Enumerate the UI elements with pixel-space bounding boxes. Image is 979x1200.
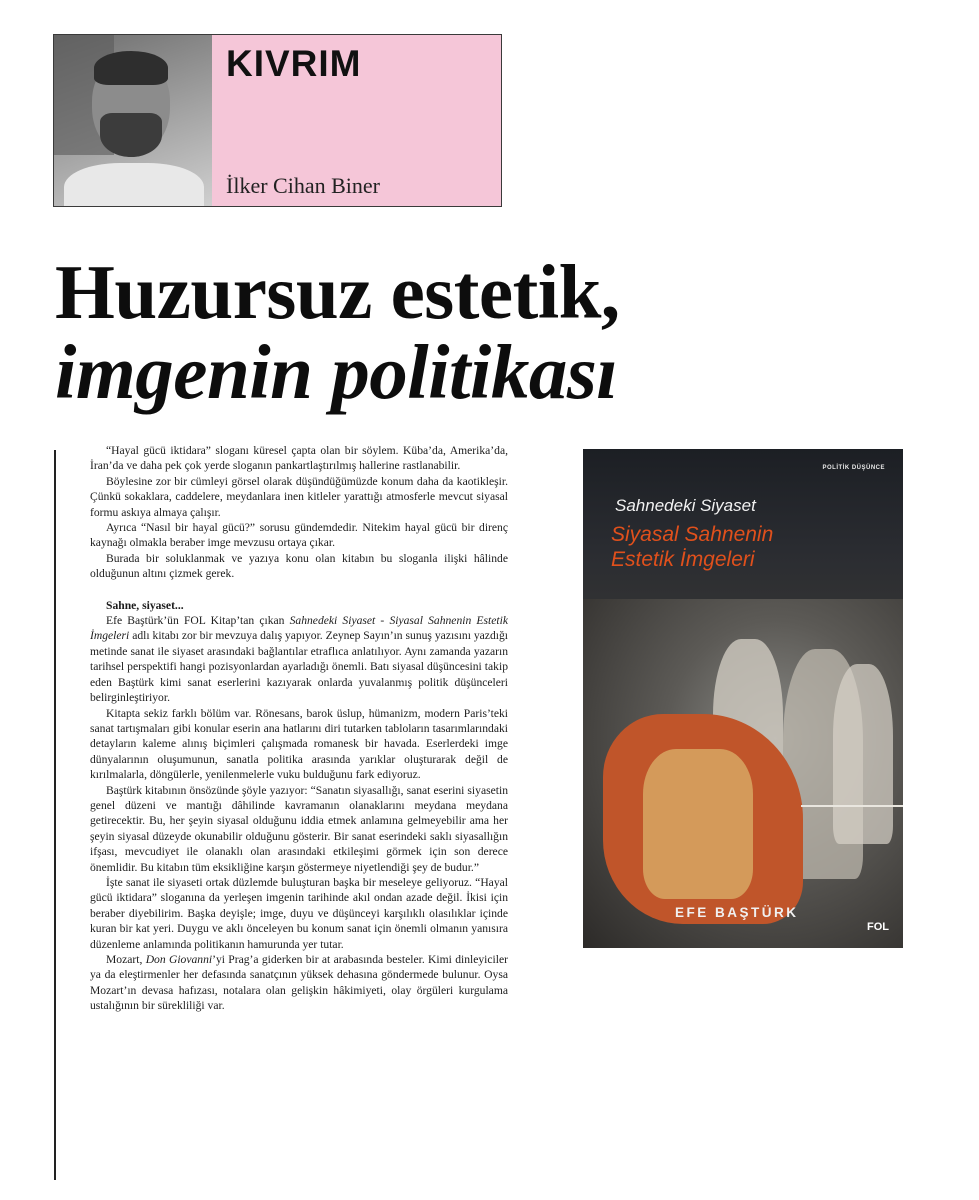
publisher-series: POLİTİK DÜŞÜNCE: [822, 465, 885, 471]
book-title-inline: Sahnedeki Siyaset - Siyasal Sahnenin Estetik İmgeleri: [90, 614, 508, 643]
paragraph-8: İşte sanat ile siyaseti ortak düzlemde buluşturan başka bir meseleye geliyoruz. “Hayal gücü iktidara” sloganına da yerleşen imgenin tarihinde akıl ondan azade değil. İkisi için beraber diyebilirim. Başka deyişle; imge, duyu ve düşünceyi karşılıklı olasılıklar içinde kuran bir kat yeri. Duygu ve aklı önceleyen bu konum sanat için önemli olmanın yanısıra düzenleme anlamında politikanın hamurunda yer tutar.: [90, 875, 508, 951]
paragraph-5: Efe Baştürk’ün FOL Kitap’tan çıkan Sahnedeki Siyaset - Siyasal Sahnenin Estetik İmgeleri adlı kitabı zor bir mevzuya dalış yapıyor. Zeynep Sayın’ın sunuş yazısını yazdığı metinde sanat ile siyaset arasındaki bağlantılar etraflıca anlatılıyor. Aynı zamanda yazarın tarihsel perspektifi hangi pozisyonlardan ayarladığı önemli. Batı siyasal düşüncesini takip eden Baştürk kimi sanat eserlerini kazıyarak onlarda yuvalanmış politik düşünceleri belirginleştiriyor.: [90, 614, 508, 705]
author-portrait: [54, 35, 212, 206]
paragraph-3: Ayrıca “Nasıl bir hayal gücü?” sorusu gündemdedir. Nitekim hayal gücü bir direnç kaynağı olmakla beraber imge mevzusu ortaya çıkar.: [90, 521, 508, 550]
column-name: KIVRIM: [226, 43, 362, 84]
headline-line-2: imgenin politikası: [55, 329, 618, 415]
paragraph-1: “Hayal gücü iktidara” sloganı küresel çapta olan bir söylem. Küba’da, Amerika’da, İran’da ve daha pek çok yerde sloganın pankartlaştırılmış hallerine rastlanabilir.: [90, 444, 508, 473]
subheading: Sahne, siyaset...: [106, 598, 184, 612]
column-rule: [54, 450, 56, 1180]
cover-kicker: Sahnedeki Siyaset: [615, 496, 756, 515]
imprint-logo: FOL: [867, 921, 889, 933]
article-body: [90, 443, 508, 1178]
paragraph-9: Mozart, Don Giovanni’yi Prag’a giderken bir at arabasında besteler. Kimi dinleyiciler ya da eleştirmenler her defasında sanatçının yüksek dehasına göndermede bulunur. Oysa Mozart’ın devasa hafızası, notalara olan gelişkin hâkimiyeti, olay örgüleri kurgulama ustalığının bir sürekliliği var.: [90, 953, 508, 1013]
paragraph-7: Baştürk kitabının önsözünde şöyle yazıyor: “Sanatın siyasallığı, sanat eserini siyasetin genel düzeni ve mantığı dâhilinde kavramanın olanaklarını meydana meydana getirecektir. Bu, her şeyin siyasal olduğunu iddia etmek anlamına gelmeyebilir ama her şeyin siyasal düzeyde okunabilir olduğunu gösterir. Bir sanat eserindeki saklı siyasallığın ifşası, mevcudiyet ile olanaklı olan arasındaki etkileşimi görmek için son derece önemlidir. Bu kitabın tüm eksikliğine karşın göstermeye niyetlendiği şey de budur.”: [90, 783, 508, 874]
paragraph-6: Kitapta sekiz farklı bölüm var. Rönesans, barok üslup, hümanizm, modern Paris’teki sanat tartışmaları gibi konular eserin ana hatlarını diri tutarken tabloların tasarımlarındaki detayların kaleme alınış biçimleri çalışmada romanesk bir havada. Eserlerdeki imge dünyalarının oluşumunun, sanatla politika arasında yarıklar oluşturarak değil de kırılmalarla, döngülerle, yenilenmelerle vuku bulduğunu fark ediyoruz.: [90, 706, 508, 782]
paragraph-2: Böylesine zor bir cümleyi görsel olarak düşündüğümüzde konum daha da kaotikleşir. Çünkü sokaklara, caddelere, meydanlara inen kitleler yarattığı atmosferle mevcut siyasal formu askıya almaya çalışır.: [90, 474, 508, 519]
cover-title: Siyasal Sahnenin Estetik İmgeleri: [611, 523, 774, 571]
book-cover: [583, 449, 903, 948]
paragraph-4: Burada bir soluklanmak ve yazıya konu olan kitabın bu sloganla ilişki hâlinde olduğunun altını çizmek gerek.: [90, 551, 508, 581]
cover-author: EFE BAŞTÜRK: [675, 905, 799, 920]
author-name: İlker Cihan Biner: [226, 173, 380, 198]
opera-title-inline: Don Giovanni: [145, 953, 213, 966]
column-header: [53, 34, 502, 207]
headline-line-1: Huzursuz estetik,: [55, 249, 620, 335]
article-headline: [55, 249, 935, 415]
